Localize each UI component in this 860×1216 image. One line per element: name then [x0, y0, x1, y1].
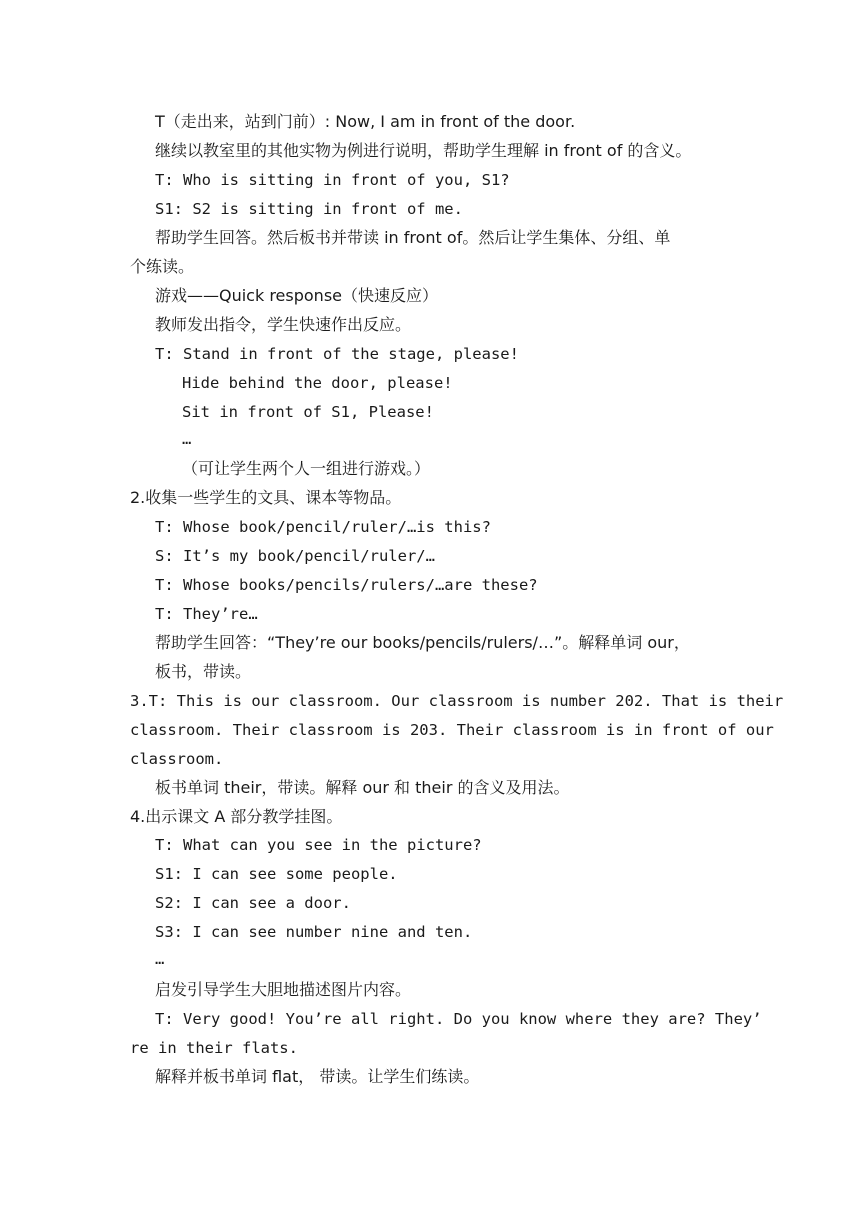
text-line: 继续以教室里的其他实物为例进行说明，帮助学生理解 in front of 的含义。: [155, 141, 692, 160]
text-line: T: Whose book/pencil/ruler/…is this?: [155, 518, 491, 536]
text-line: T: Whose books/pencils/rulers/…are these?: [155, 576, 538, 594]
text-line: S: It’s my book/pencil/ruler/…: [155, 547, 435, 565]
text-line: （可让学生两个人一组进行游戏。）: [182, 459, 431, 478]
text-line: re in their flats.: [130, 1039, 298, 1057]
text-line: 2.收集一些学生的文具、课本等物品。: [130, 488, 402, 507]
text-line: …: [182, 430, 192, 448]
text-line: T: Stand in front of the stage, please!: [155, 345, 519, 363]
text-line: classroom.: [130, 750, 224, 768]
text-line: 教师发出指令，学生快速作出反应。: [155, 315, 412, 334]
text-line: 个练读。: [130, 257, 195, 276]
text-line: 4.出示课文 A 部分教学挂图。: [130, 807, 343, 826]
text-line: 板书，带读。: [155, 662, 252, 681]
text-line: S2: I can see a door.: [155, 894, 351, 912]
text-line: 游戏——Quick response（快速反应）: [155, 286, 439, 305]
text-line: T: What can you see in the picture?: [155, 836, 482, 854]
text-line: classroom. Their classroom is 203. Their classroom is in front of our: [130, 721, 774, 739]
text-line: S1: S2 is sitting in front of me.: [155, 200, 463, 218]
text-line: T: Very good! You’re all right. Do you know where they are? They’: [155, 1010, 762, 1028]
text-line: …: [155, 950, 165, 968]
text-line: 帮助学生回答：“They’re our books/pencils/rulers/…”。解释单词 our，: [155, 633, 690, 652]
text-line: 3.T: This is our classroom. Our classroom is number 202. That is their: [130, 692, 784, 710]
text-line: S3: I can see number nine and ten.: [155, 923, 473, 941]
text-line: T（走出来，站到门前）: Now, I am in front of the door.: [155, 112, 576, 131]
text-line: Hide behind the door, please!: [182, 374, 453, 392]
text-line: 板书单词 their，带读。解释 our 和 their 的含义及用法。: [155, 778, 570, 797]
text-line: T: Who is sitting in front of you, S1?: [155, 171, 510, 189]
text-line: 解释并板书单词 flat， 带读。让学生们练读。: [155, 1067, 480, 1086]
text-line: 帮助学生回答。然后板书并带读 in front of。然后让学生集体、分组、单: [155, 228, 671, 247]
text-line: S1: I can see some people.: [155, 865, 398, 883]
text-line: Sit in front of S1, Please!: [182, 403, 434, 421]
text-line: T: They’re…: [155, 605, 258, 623]
text-line: 启发引导学生大胆地描述图片内容。: [155, 980, 412, 999]
